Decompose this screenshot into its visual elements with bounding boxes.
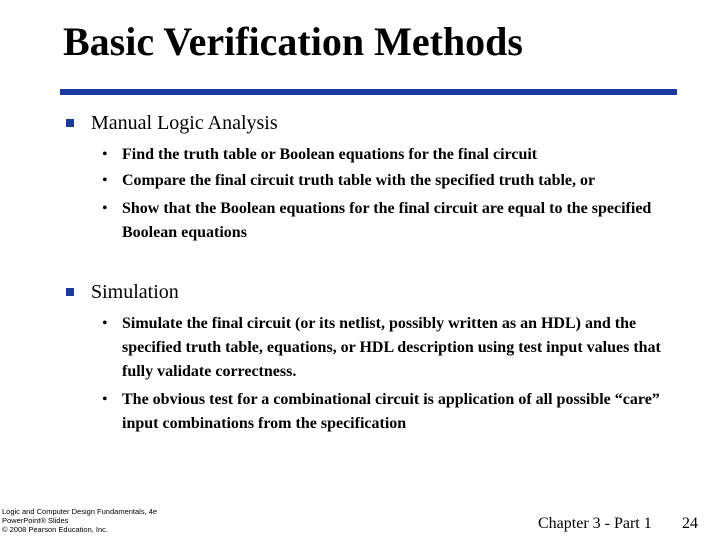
list-item	[62, 197, 662, 245]
square-bullet-icon	[66, 288, 74, 296]
list-item-text: Simulate the final circuit (or its netlist, possibly written as an HDL) and the specified truth table, equations, or HDL description using test input values that fully validate correctness.	[122, 315, 661, 380]
square-bullet-icon	[66, 119, 74, 127]
section-manual-logic-analysis	[62, 111, 682, 245]
list-item	[62, 143, 662, 167]
list-item	[62, 388, 662, 436]
credit-line: © 2008 Pearson Education, Inc.	[2, 525, 109, 534]
bullet-dot-icon: •	[102, 391, 108, 408]
bullet-list	[62, 143, 682, 245]
bullet-dot-icon: •	[102, 172, 108, 189]
list-item	[62, 169, 662, 193]
list-item-text: Compare the final circuit truth table with the specified truth table, or	[122, 172, 596, 189]
list-item	[62, 312, 662, 384]
bullet-list	[62, 312, 682, 436]
page-number: 24	[682, 515, 698, 532]
section-heading	[62, 280, 682, 304]
section-heading-text: Manual Logic Analysis	[91, 112, 278, 134]
bullet-dot-icon: •	[102, 315, 108, 332]
bullet-dot-icon: •	[102, 146, 108, 163]
section-heading	[62, 111, 682, 135]
section-heading-text: Simulation	[91, 281, 179, 303]
credit-line: PowerPoint® Slides	[2, 516, 69, 525]
list-item-text: Show that the Boolean equations for the final circuit are equal to the specified Boolean equations	[122, 200, 652, 241]
chapter-label: Chapter 3 - Part 1	[538, 515, 652, 532]
publisher-credit	[2, 507, 177, 534]
section-simulation	[62, 280, 682, 436]
list-item-text: The obvious test for a combinational circuit is application of all possible “care” input combinations from the specification	[122, 391, 660, 432]
list-item-text: Find the truth table or Boolean equations for the final circuit	[122, 146, 538, 163]
bullet-dot-icon: •	[102, 200, 108, 217]
title-underline	[60, 89, 677, 95]
slide-title: Basic Verification Methods	[63, 19, 523, 64]
credit-line: Logic and Computer Design Fundamentals, 4e	[2, 507, 158, 516]
